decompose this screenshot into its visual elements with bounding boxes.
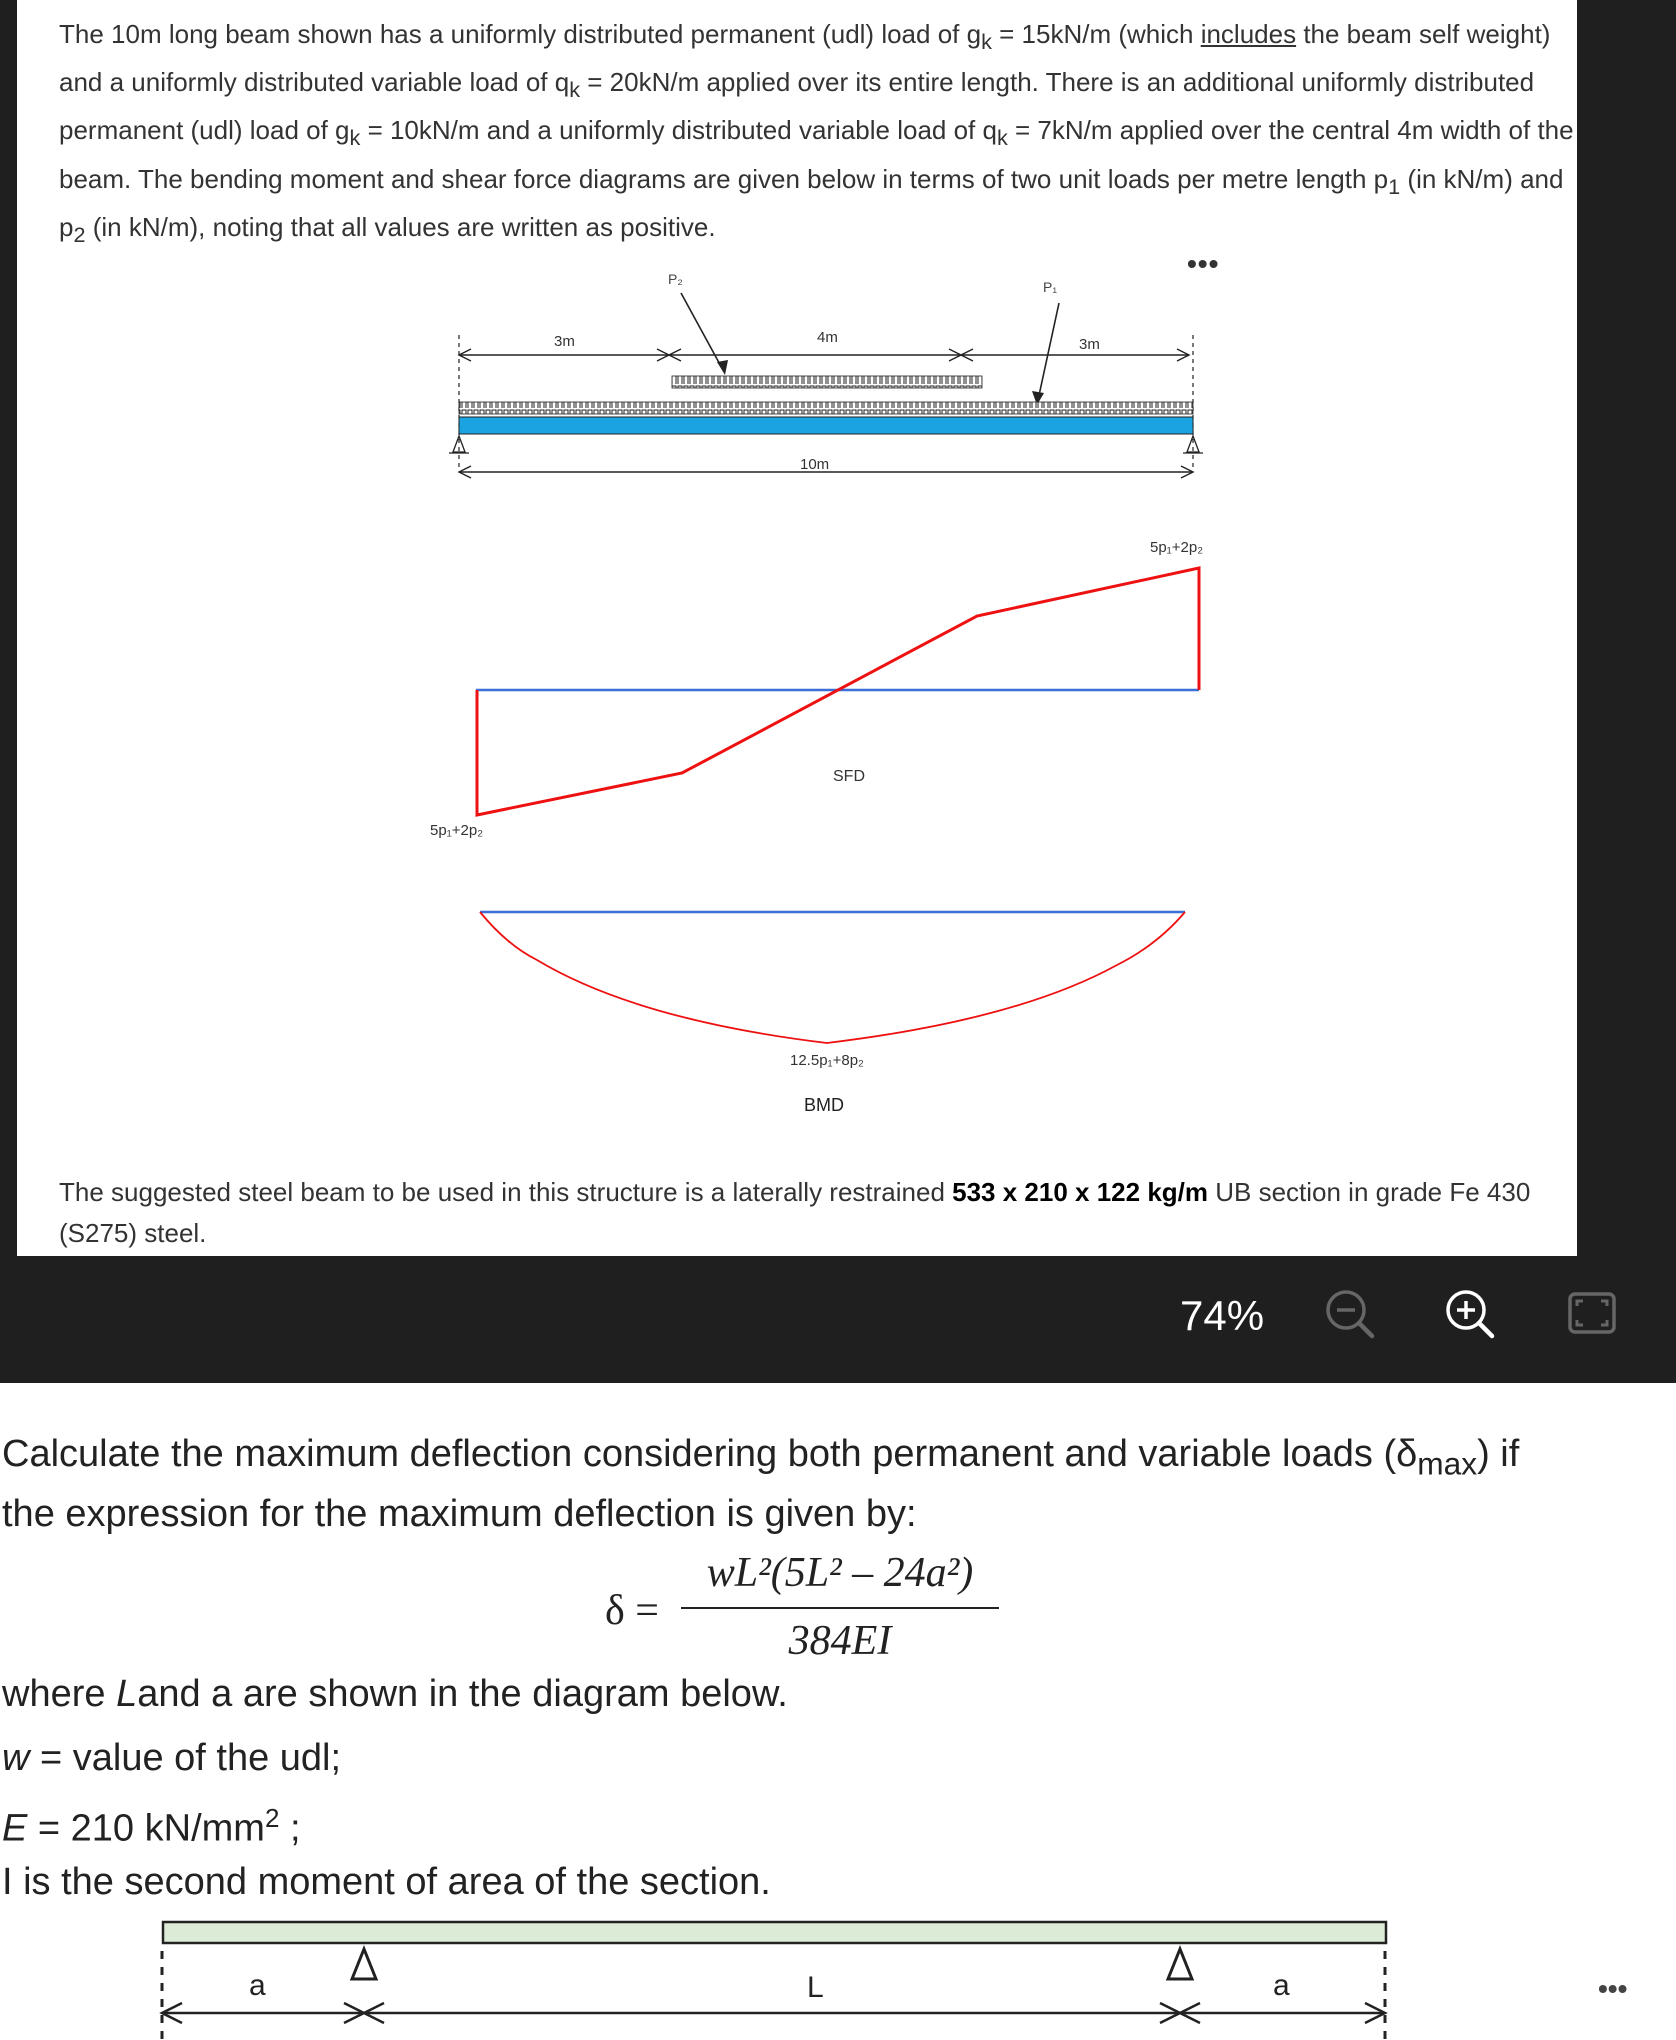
support-left — [352, 1949, 376, 1979]
central-udl — [672, 376, 982, 388]
bmd-title: BMD — [804, 1095, 844, 1115]
p2-label: P₂ — [668, 271, 683, 287]
sfd-bottom-label: 5p₁+2p₂ — [430, 822, 484, 839]
bmd-curve — [480, 912, 1185, 1043]
question-more-options-icon[interactable]: ••• — [1598, 1973, 1628, 2004]
full-udl — [459, 402, 1193, 414]
overhang-beam-diagram — [0, 1383, 1676, 2040]
question-e-definition: E = 210 $kN/mm^2$ ; — [2, 1803, 301, 1850]
beam — [459, 417, 1193, 434]
p1-arrow — [1038, 303, 1059, 400]
fullscreen-icon[interactable] — [1562, 1284, 1622, 1344]
formula-delta: δ = — [605, 1588, 659, 1634]
more-options-icon[interactable]: ••• — [1187, 248, 1220, 279]
label-L: L — [807, 1971, 824, 2004]
label-a-left: a — [249, 1969, 266, 2002]
steel-section-statement: The suggested steel beam to be used in this structure is a laterally restrained 533 x 210 x 122 kg/m UB section in grade Fe 430 (S275) steel. — [59, 1177, 1531, 1248]
dim-3m-right: 3m — [1079, 336, 1100, 353]
p2-arrow — [681, 293, 723, 370]
question-w-definition: w = value of the udl; — [2, 1737, 342, 1779]
overhang-beam — [163, 1922, 1386, 1943]
label-a-right: a — [1273, 1969, 1290, 2002]
zoom-in-icon[interactable] — [1440, 1284, 1500, 1344]
dim-10m: 10m — [800, 456, 830, 473]
zoom-level: 74% — [1180, 1292, 1265, 1339]
bmd-max-label: 12.5p₁+8p₂ — [790, 1052, 864, 1069]
beam-diagram — [17, 0, 1577, 1170]
zoom-out-icon[interactable] — [1320, 1284, 1380, 1344]
formula-denominator: 384EI — [788, 1618, 892, 1664]
sfd-top-label: 5p₁+2p₂ — [1150, 539, 1204, 556]
p1-label: P₁ — [1043, 279, 1058, 295]
sfd-title: SFD — [833, 768, 865, 785]
question-where: where Land a are shown in the diagram below. — [2, 1673, 788, 1715]
question-i-definition: I is the second moment of area of the section. — [2, 1861, 771, 1903]
p2-arrowhead — [717, 360, 728, 375]
question-area — [0, 1383, 1676, 2040]
support-right — [1168, 1949, 1192, 1979]
question-line-1: Calculate the maximum deflection considering both permanent and variable loads $(\delta_{max})$ if — [2, 1433, 1520, 1482]
dim-4m: 4m — [817, 329, 838, 346]
dim-3m-left: 3m — [554, 333, 575, 350]
formula-numerator: wL²(5L² – 24a²) — [706, 1550, 974, 1596]
question-line-2: the expression for the maximum deflection is given by: — [2, 1493, 917, 1535]
viewer-toolbar — [0, 1256, 1676, 1383]
problem-statement: The 10m long beam shown has a uniformly distributed permanent (udl) load of $g_k = 15kN/m$ (which includes the beam self weight) and a uniformly distributed variable load of $q_k = 20kN/m$ applied over its entire length. There is an additional uniformly distributed permanent (udl) load of $g_k = 10kN/m$ and a uniformly distributed variable load of $q_k = 7kN/m$ applied over the central 4m width of the beam. The bending moment and shear force diagrams are given below in terms of two unit loads per metre length $p_1$ (in kN/m) and $p_2$ (in kN/m), noting that all values are written as positive. — [59, 19, 1574, 247]
document-page — [17, 0, 1577, 1256]
